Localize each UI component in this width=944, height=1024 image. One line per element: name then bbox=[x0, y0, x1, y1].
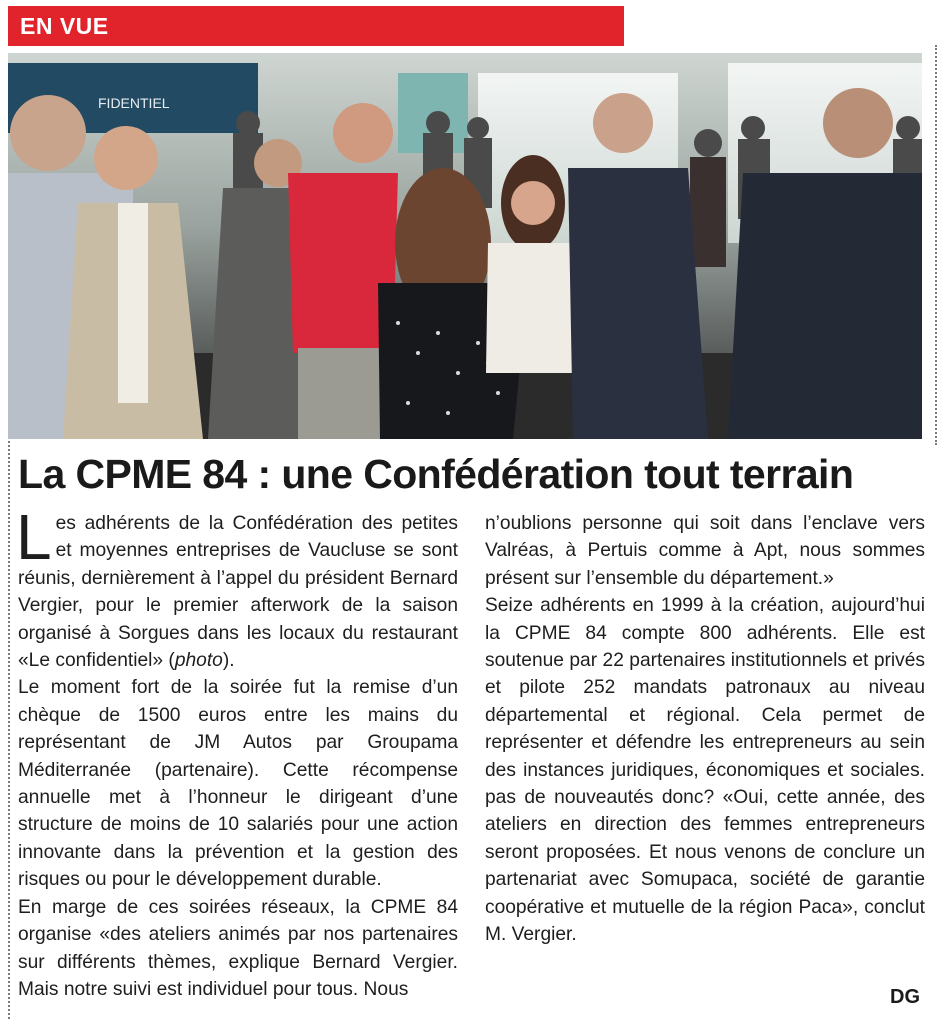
article-column-left bbox=[16, 501, 458, 1003]
paragraph-4: Seize adhérents en 1999 à la création, aujourd’hui la CPME 84 compte 800 adhérents. Elle est soutenue par 22 partenaires institutionnels et privés et pilote 252 mandats patronaux au niveau départemental et régional. Cela permet de représenter et défendre les entrepreneurs au sein des instances juridiques, économiques et sociales. pas de nouveautés donc? «Oui, cette année, des ateliers en direction des femmes entrepreneurs seront proposées. Et nous venons de conclure un partenariat avec Somupaca, société de garantie coopérative et mutuelle de la région Paca», conclut M. Vergier. bbox=[485, 595, 925, 946]
drop-cap: L bbox=[16, 501, 52, 573]
paragraph-2: Le moment fort de la soirée fut la remise d’un chèque de 1500 euros entre les mains du représentant de JM Autos par Groupama Méditerranée (partenaire). Cette récompense annuelle met à l’honneur le dirigeant d’une structure de moins de 10 salariés pour une action innovante dans la prévention et la gestion des risques ou pour le développement durable. bbox=[18, 677, 458, 891]
paragraph-3-continued: n’oublions personne qui soit dans l’enclave vers Valréas, à Pertuis comme à Apt, nous sommes présent sur l’ensemble du département.» bbox=[485, 513, 925, 589]
frame-dotted-right bbox=[935, 45, 937, 445]
section-label: EN VUE bbox=[20, 13, 109, 39]
frame-dotted-left bbox=[8, 441, 10, 1019]
paragraph-1-end: ). bbox=[222, 650, 235, 672]
sign-text: FIDENTIEL bbox=[98, 95, 170, 111]
paragraph-3: En marge de ces soirées réseaux, la CPME 84 organise «des ateliers animés par nos partenaires sur différents thèmes, explique Bernard Vergier. Mais notre suivi est individuel pour tous. Nous bbox=[18, 896, 458, 1000]
photo-reference: photo bbox=[174, 650, 223, 672]
article-headline: La CPME 84 : une Confédération tout terrain bbox=[18, 451, 854, 497]
article-column-right bbox=[485, 510, 925, 949]
author-signature: DG bbox=[890, 986, 920, 1008]
paragraph-1-text: es adhérents de la Confédération des petites et moyennes entreprises de Vaucluse se sont réunis, dernièrement à l’appel du président Bernard Vergier, pour le premier afterwork de la saison organisé à Sorgues dans les locaux du restaurant «Le confidentiel» ( bbox=[18, 513, 458, 672]
event-photo bbox=[8, 53, 922, 439]
paragraph-1 bbox=[16, 501, 458, 674]
section-tag bbox=[8, 6, 624, 46]
